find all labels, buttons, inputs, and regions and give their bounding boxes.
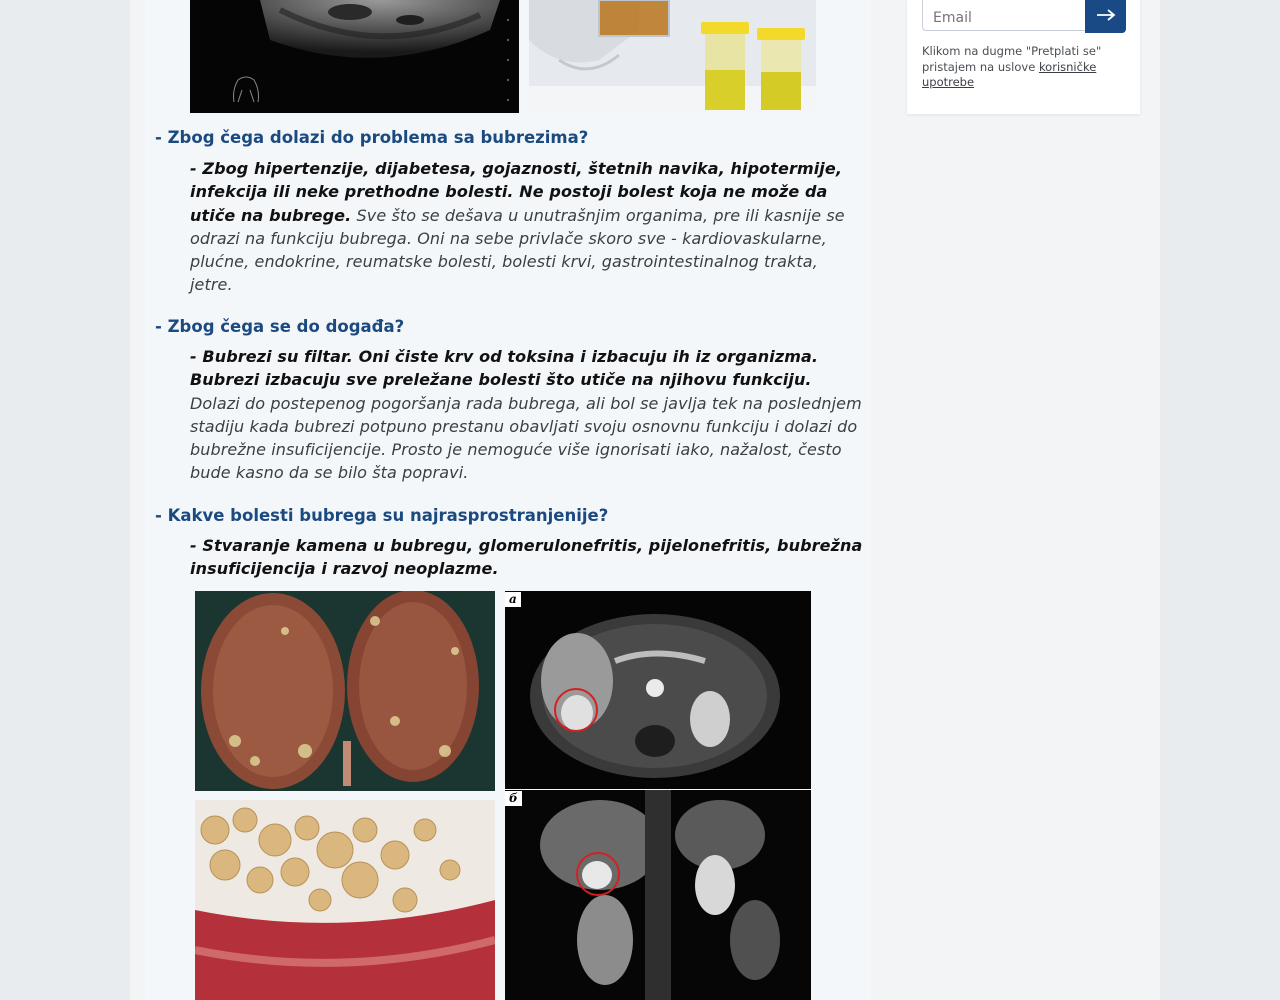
polycystic-kidney-image bbox=[195, 800, 495, 1000]
mri-coronal-image bbox=[505, 790, 811, 1000]
ultrasound-image bbox=[190, 0, 519, 113]
subscribe-terms bbox=[922, 44, 1122, 91]
terms-text: Klikom na dugme "Pretplati se" pristajem na uslove bbox=[922, 44, 1102, 74]
arrow-right-icon bbox=[1096, 9, 1116, 21]
urine-sample-image bbox=[529, 0, 816, 113]
section-heading: - Kakve bolesti bubrega su najrasprostranjenije? bbox=[155, 506, 609, 525]
subscribe-button[interactable] bbox=[1085, 0, 1126, 33]
section-heading: - Zbog čega dolazi do problema sa bubrezima? bbox=[155, 128, 589, 147]
section-answer bbox=[190, 157, 865, 297]
answer-body: Sve što se dešava u unutrašnjim organima, pre ili kasnije se odrazi na funkciju bubrega. Oni na sebe privlače skoro sve - kardiovaskularne, plućne, endokrine, reumatske bolesti, bolesti krvi, gastrointestinalnog trakta, jetre. bbox=[190, 205, 845, 295]
terms-link[interactable]: korisničke upotrebe bbox=[922, 59, 1097, 89]
diseased-kidneys-image bbox=[195, 591, 495, 791]
mri-axial-image bbox=[505, 591, 811, 789]
email-input[interactable] bbox=[922, 0, 1085, 31]
section-heading: - Zbog čega se do događa? bbox=[155, 317, 405, 336]
answer-body: Dolazi do postepenog pogoršanja rada bubrega, ali bol se javlja tek na poslednjem stadiju kada bubrezi potpuno prestanu obavljati svoju osnovnu funkciju i dolazi do bubrežne insuficijencije. Prosto je nemoguće više ignorisati iako, nažalost, često bude kasno da se bilo šta popravi. bbox=[190, 393, 862, 483]
answer-emphasis: - Zbog hipertenzije, dijabetesa, gojaznosti, štetnih navika, hipotermije, infekcija ili neke prethodne bolesti. Ne postoji bolest koja ne može da utiče na bubrege. bbox=[190, 159, 843, 225]
image-label: б bbox=[505, 791, 522, 806]
image-label: а bbox=[505, 592, 521, 607]
section-answer bbox=[190, 534, 865, 581]
answer-emphasis: - Bubrezi su filtar. Oni čiste krv od toksina i izbacuju ih iz organizma. Bubrezi izbacuju sve preležane bolesti što utiče na njihovu funkciju. bbox=[190, 347, 819, 390]
answer-emphasis: - Stvaranje kamena u bubregu, glomerulonefritis, pijelonefritis, bubrežna insuficijencija i razvoj neoplazme. bbox=[190, 536, 863, 579]
section-answer bbox=[190, 345, 865, 485]
